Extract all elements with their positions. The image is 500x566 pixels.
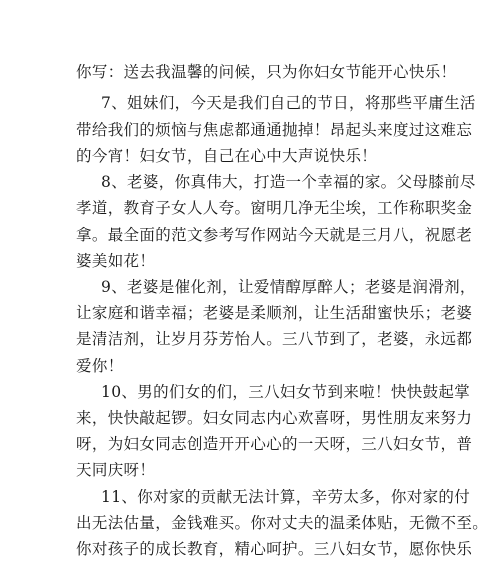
paragraph-8-line: 孝道，教育子女人人夸。窗明几净无尘埃，工作称职奖金 xyxy=(76,199,473,217)
paragraph-9-line: 是清洁剂，让岁月芬芳怡人。三八节到了，老婆，永远都 xyxy=(76,330,473,348)
paragraph-10-line: 10、男的们女的们，三八妇女节到来啦！快快鼓起掌 xyxy=(101,383,471,401)
paragraph-10-line: 天同庆呀！ xyxy=(76,461,156,479)
paragraph-7-line: 7、姐妹们，今天是我们自己的节日，将那些平庸生活 xyxy=(101,94,476,112)
paragraph-7-line: 的今宵！妇女节，自己在心中大声说快乐！ xyxy=(76,147,378,165)
text-line: 你写：送去我温馨的问候，只为你妇女节能开心快乐！ xyxy=(76,63,457,81)
paragraph-9-line: 9、老婆是催化剂，让爱情醇厚醉人；老婆是润滑剂， xyxy=(101,278,476,296)
paragraph-10-line: 来，快快敲起锣。妇女同志内心欢喜呀，男性朋友来努力 xyxy=(76,409,473,427)
paragraph-8-line: 拿。最全面的范文参考写作网站今天就是三月八，祝愿老 xyxy=(76,226,473,244)
paragraph-11-line: 出无法估量，金钱难买。你对丈夫的温柔体贴，无微不至。 xyxy=(76,514,489,532)
paragraph-11-line: 11、你对家的贡献无法计算，辛劳太多，你对家的付 xyxy=(101,488,471,506)
paragraph-9-line: 爱你！ xyxy=(76,357,124,375)
paragraph-9-line: 让家庭和谐幸福；老婆是柔顺剂，让生活甜蜜快乐；老婆 xyxy=(76,304,473,322)
paragraph-7-line: 带给我们的烦恼与焦虑都通通抛掉！昂起头来度过这难忘 xyxy=(76,121,473,139)
paragraph-8-line: 8、老婆，你真伟大，打造一个幸福的家。父母膝前尽 xyxy=(101,173,476,191)
paragraph-10-line: 呀，为妇女同志创造开开心心的一天呀，三八妇女节，普 xyxy=(76,435,473,453)
paragraph-11-line: 你对孩子的成长教育，精心呵护。三八妇女节，愿你快乐 xyxy=(76,540,473,558)
paragraph-8-line: 婆美如花！ xyxy=(76,252,156,270)
